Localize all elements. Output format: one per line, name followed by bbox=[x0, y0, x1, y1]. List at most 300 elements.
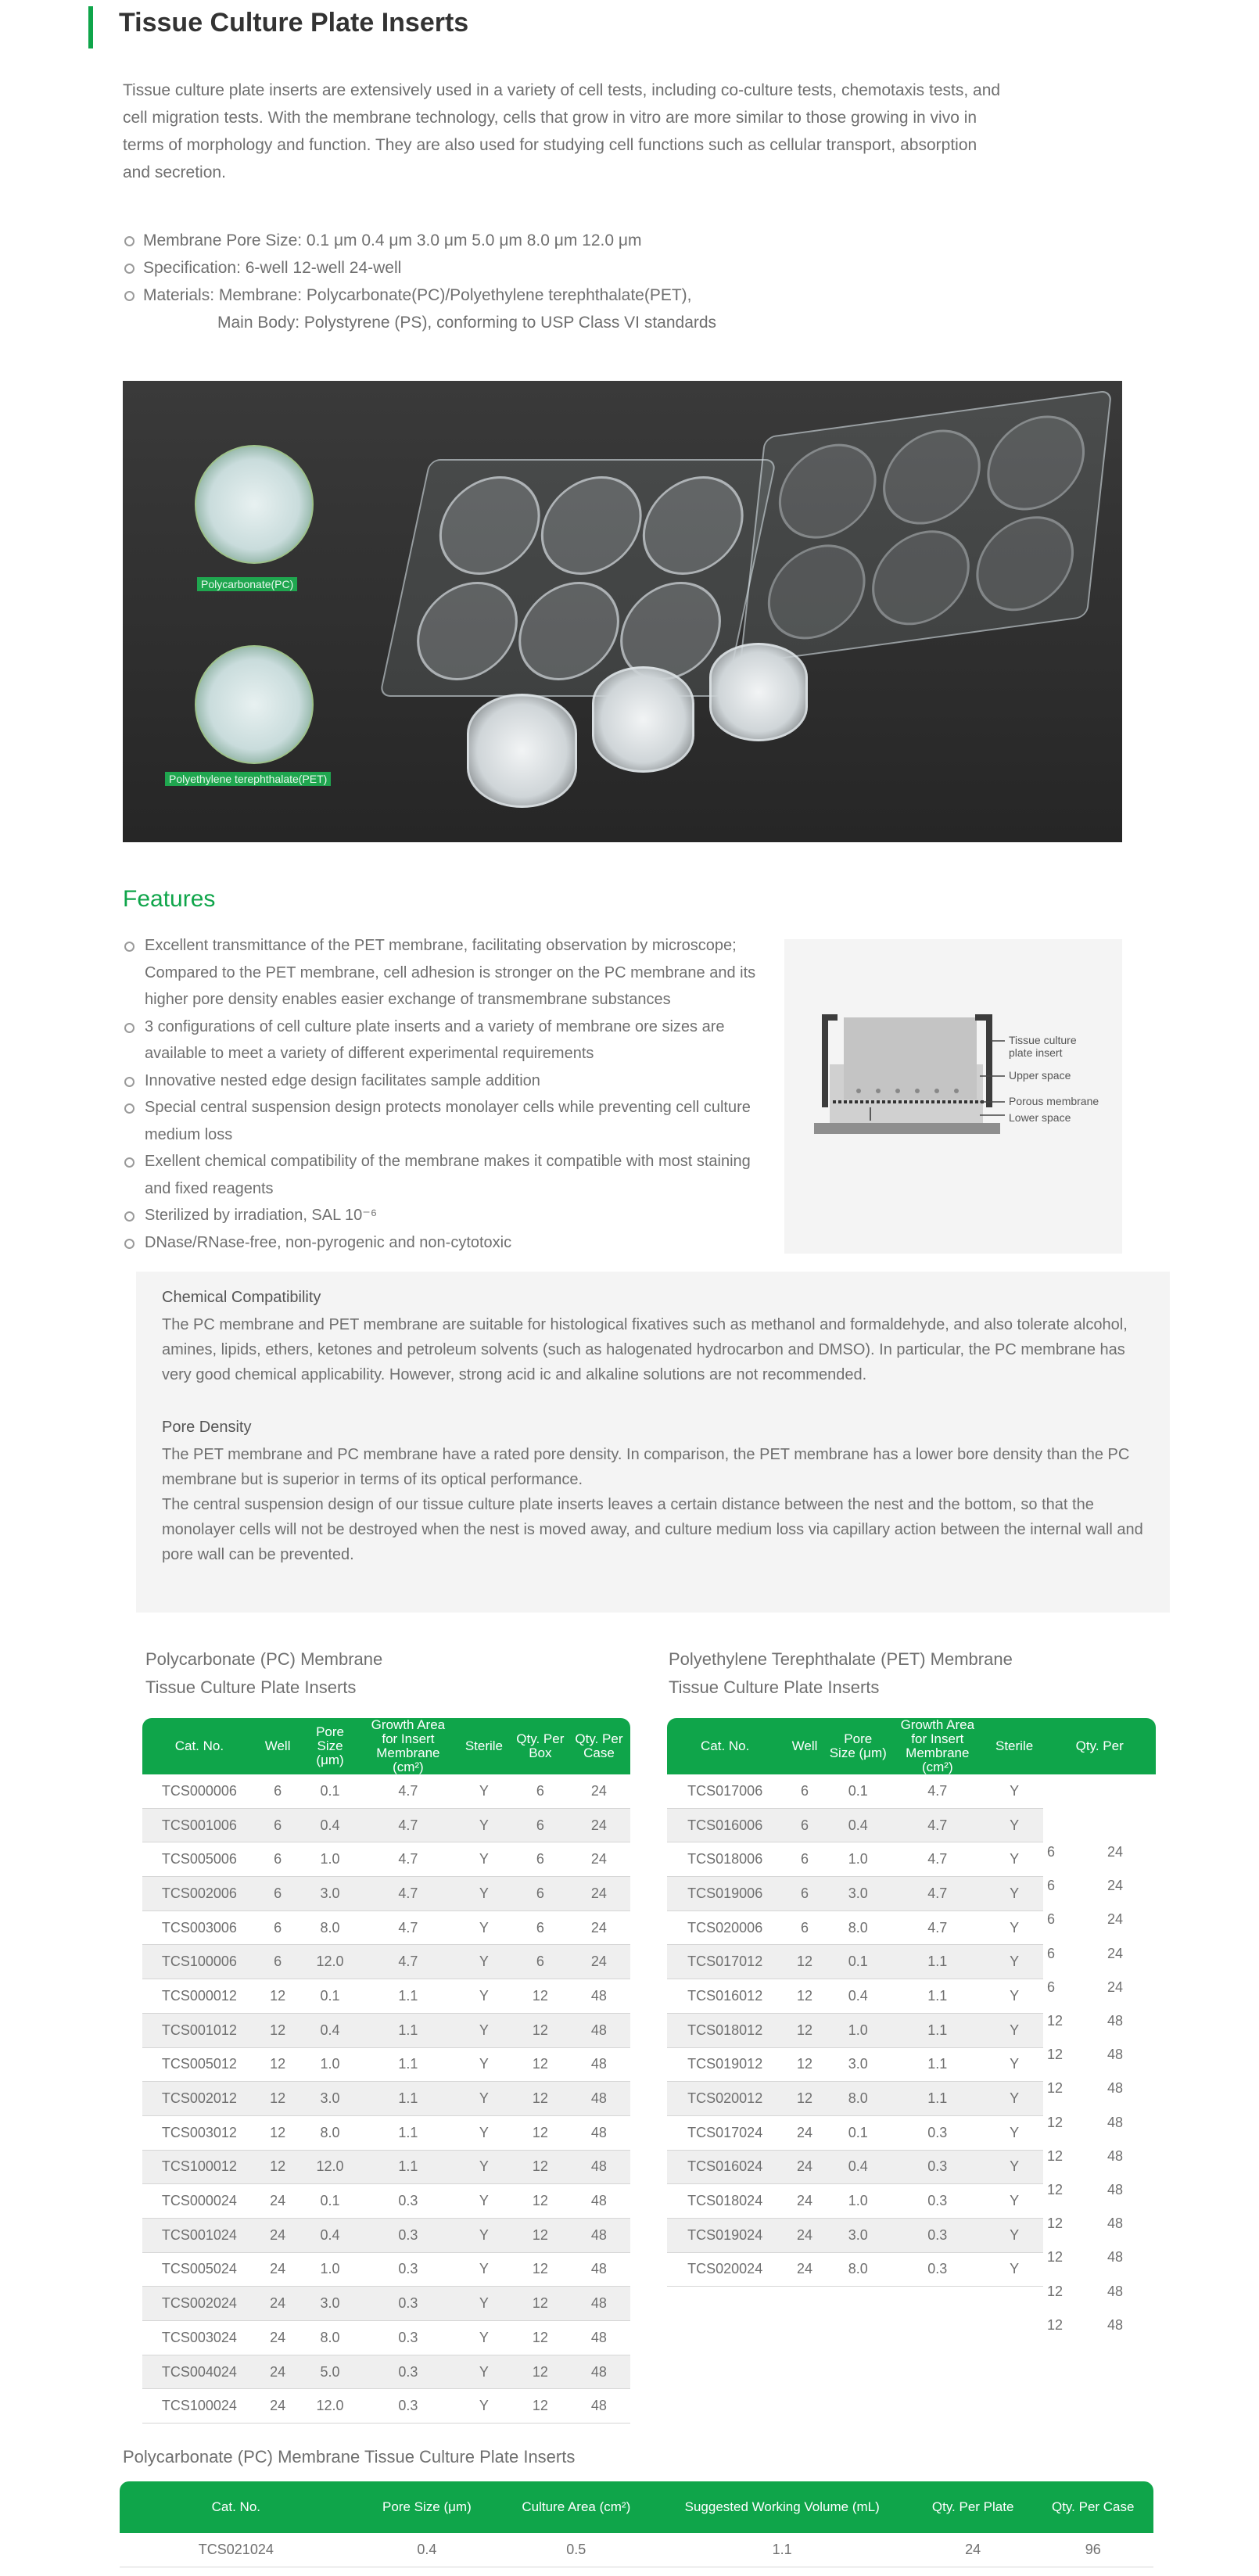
table-cell: 24 bbox=[256, 2355, 300, 2389]
table-cell: 24 bbox=[256, 2252, 300, 2287]
pc-membrane-disc bbox=[195, 445, 314, 564]
table-cell: 6 bbox=[256, 1910, 300, 1945]
table-cell: 48 bbox=[568, 2184, 630, 2219]
table-cell: TCS019024 bbox=[667, 2218, 783, 2252]
table-row bbox=[667, 1877, 1156, 1911]
pet-qty-case-value: 48 bbox=[1107, 2316, 1124, 2333]
table-row bbox=[142, 1877, 630, 1911]
table-cell: 12 bbox=[513, 2355, 568, 2389]
table-cell: 24 bbox=[568, 1945, 630, 1979]
pet-qty-case-value: 48 bbox=[1107, 2047, 1124, 2063]
insert-diagram-svg bbox=[784, 939, 1122, 1254]
pore-density-text-1: The PET membrane and PC membrane have a rated pore density. In comparison, the PET membrane has a lower bore density than the PC membrane but is superior in terms of its optical performance. bbox=[162, 1446, 1130, 1488]
table-cell: 1.1 bbox=[361, 1979, 455, 2014]
table-cell: 1.0 bbox=[827, 1842, 890, 1877]
pc-table-title-line-1: Polycarbonate (PC) Membrane bbox=[145, 1649, 383, 1669]
table-row bbox=[142, 1945, 630, 1979]
table-cell: Y bbox=[985, 2082, 1044, 2116]
insert-diagram bbox=[784, 939, 1122, 1254]
diagram-label-insert-1: Tissue culture bbox=[1009, 1034, 1077, 1046]
pet-qty-case-value: 48 bbox=[1107, 2080, 1124, 2097]
table-cell: 4.7 bbox=[361, 1877, 455, 1911]
pc-table-title bbox=[145, 1645, 382, 1702]
feature-item: Sterilized by irradiation, SAL 10⁻⁶ bbox=[123, 1202, 772, 1229]
table-cell: Y bbox=[455, 2287, 513, 2321]
table-cell: TCS003012 bbox=[142, 2115, 256, 2150]
table-cell: Y bbox=[985, 1910, 1044, 1945]
table-cell: Y bbox=[455, 2355, 513, 2389]
table-cell: Y bbox=[985, 2252, 1044, 2287]
pet-qty-box-value: 12 bbox=[1047, 2114, 1064, 2130]
column-header: Qty. Per bbox=[1043, 1718, 1156, 1774]
table-cell: TCS020012 bbox=[667, 2082, 783, 2116]
table-cell: 8.0 bbox=[827, 2252, 890, 2287]
pet-qty-case-value: 24 bbox=[1107, 1844, 1124, 1860]
table-cell: Y bbox=[455, 1910, 513, 1945]
table-cell: TCS019006 bbox=[667, 1877, 783, 1911]
pc-label: Polycarbonate(PC) bbox=[197, 577, 297, 591]
pet-qty-box-value: 12 bbox=[1047, 2249, 1064, 2266]
table-cell: 0.4 bbox=[827, 1808, 890, 1842]
pet-qty-case-value: 48 bbox=[1107, 2283, 1124, 2299]
pet-qty-case-value: 48 bbox=[1107, 2147, 1124, 2164]
chem-compat-title: Chemical Compatibility bbox=[162, 1289, 321, 1306]
table-cell: 12 bbox=[513, 2287, 568, 2321]
table-cell: TCS018024 bbox=[667, 2184, 783, 2219]
table-cell: 1.1 bbox=[890, 1945, 985, 1979]
table-cell: 6 bbox=[256, 1877, 300, 1911]
table-cell: 6 bbox=[783, 1808, 826, 1842]
table-cell: 24 bbox=[568, 1774, 630, 1808]
table-cell: TCS021024 bbox=[120, 2533, 353, 2567]
table-cell: 24 bbox=[568, 1808, 630, 1842]
table-cell: TCS016012 bbox=[667, 1979, 783, 2014]
product-photo bbox=[123, 381, 1122, 842]
table-cell: 0.3 bbox=[361, 2184, 455, 2219]
pet-qty-box-value: 6 bbox=[1047, 1844, 1056, 1860]
table-cell: 12 bbox=[513, 1979, 568, 2014]
table-cell: 0.1 bbox=[299, 2184, 360, 2219]
table-cell: 24 bbox=[783, 2115, 826, 2150]
feature-item: 3 configurations of cell culture plate inserts and a variety of membrane ore sizes are available to meet a variety of different experimental requirements bbox=[123, 1014, 772, 1067]
table-row bbox=[142, 2252, 630, 2287]
table-row bbox=[667, 2150, 1156, 2184]
pet-qty-box-value: 12 bbox=[1047, 2147, 1064, 2164]
column-header: Qty. Per Case bbox=[568, 1718, 630, 1774]
table-cell: Y bbox=[985, 2184, 1044, 2219]
table-cell: TCS018006 bbox=[667, 1842, 783, 1877]
table-cell: 1.0 bbox=[827, 2013, 890, 2047]
table-cell: TCS005012 bbox=[142, 2047, 256, 2082]
feature-item: Innovative nested edge design facilitates sample addition bbox=[123, 1067, 772, 1095]
table-cell: 12 bbox=[513, 2252, 568, 2287]
table-cell: 4.7 bbox=[361, 1774, 455, 1808]
table-header-row bbox=[142, 1718, 630, 1774]
table-cell: 4.7 bbox=[361, 1842, 455, 1877]
pet-qty-box-value: 12 bbox=[1047, 2215, 1064, 2232]
spec-list bbox=[123, 227, 716, 336]
table-cell: Y bbox=[985, 2047, 1044, 2082]
feature-item: Special central suspension design protects monolayer cells while preventing cell culture medium loss bbox=[123, 1094, 772, 1148]
table-cell: 0.3 bbox=[361, 2321, 455, 2355]
diagram-label-upper: Upper space bbox=[1009, 1069, 1071, 1082]
table-cell: 24 bbox=[783, 2252, 826, 2287]
table-row bbox=[667, 2184, 1156, 2219]
table-cell: 12 bbox=[513, 2115, 568, 2150]
table-cell: Y bbox=[985, 1979, 1044, 2014]
feature-item: DNase/RNase-free, non-pyrogenic and non-cytotoxic bbox=[123, 1229, 772, 1257]
table-cell: 0.4 bbox=[353, 2533, 501, 2567]
column-header: Well bbox=[783, 1718, 826, 1774]
table-cell: 3.0 bbox=[827, 2047, 890, 2082]
insert-2 bbox=[592, 666, 694, 773]
bottom-table-title: Polycarbonate (PC) Membrane Tissue Culture Plate Inserts bbox=[123, 2447, 576, 2467]
pc-24-well-table bbox=[120, 2481, 1153, 2567]
column-header: Sterile bbox=[985, 1718, 1044, 1774]
table-cell: 0.3 bbox=[890, 2184, 985, 2219]
pet-qty-box-value: 12 bbox=[1047, 2316, 1064, 2333]
table-cell: 0.3 bbox=[890, 2150, 985, 2184]
column-header: Pore Size (μm) bbox=[353, 2481, 501, 2533]
table-cell: 8.0 bbox=[299, 1910, 360, 1945]
table-row bbox=[142, 1842, 630, 1877]
table-cell: 1.0 bbox=[299, 1842, 360, 1877]
table-cell: Y bbox=[455, 1877, 513, 1911]
table-cell: Y bbox=[985, 2218, 1044, 2252]
table-cell: 12 bbox=[256, 2082, 300, 2116]
table-cell: 4.7 bbox=[890, 1774, 985, 1808]
table-cell: TCS005024 bbox=[142, 2252, 256, 2287]
table-cell: 3.0 bbox=[299, 1877, 360, 1911]
table-row bbox=[667, 2082, 1156, 2116]
table-cell: 0.4 bbox=[299, 2013, 360, 2047]
table-cell: 12 bbox=[513, 2389, 568, 2424]
table-row bbox=[120, 2533, 1153, 2567]
table-cell: Y bbox=[985, 2013, 1044, 2047]
table-cell: 0.3 bbox=[890, 2218, 985, 2252]
pet-label: Polyethylene terephthalate(PET) bbox=[165, 772, 331, 786]
table-cell: 3.0 bbox=[299, 2082, 360, 2116]
table-cell: Y bbox=[985, 2115, 1044, 2150]
table-cell: 48 bbox=[568, 2252, 630, 2287]
spec-materials: Materials: Membrane: Polycarbonate(PC)/Polyethylene terephthalate(PET), bbox=[123, 282, 716, 309]
table-cell: TCS004024 bbox=[142, 2355, 256, 2389]
pet-qty-box-value: 12 bbox=[1047, 2080, 1064, 2097]
table-cell: 48 bbox=[568, 2355, 630, 2389]
table-cell: TCS017012 bbox=[667, 1945, 783, 1979]
table-cell: Y bbox=[455, 2321, 513, 2355]
table-cell: 48 bbox=[568, 2287, 630, 2321]
table-cell: TCS003024 bbox=[142, 2321, 256, 2355]
pet-qty-case-value: 24 bbox=[1107, 1979, 1124, 1995]
table-row bbox=[142, 2047, 630, 2082]
table-cell: 24 bbox=[568, 1842, 630, 1877]
table-row bbox=[142, 1910, 630, 1945]
diagram-label-membrane: Porous membrane bbox=[1009, 1095, 1099, 1107]
table-cell: 48 bbox=[568, 2115, 630, 2150]
pet-qty-case-value: 48 bbox=[1107, 2249, 1124, 2266]
table-cell: 6 bbox=[513, 1842, 568, 1877]
table-cell: 12 bbox=[783, 2013, 826, 2047]
table-cell: TCS016006 bbox=[667, 1808, 783, 1842]
table-cell: 24 bbox=[568, 1910, 630, 1945]
table-row bbox=[142, 2321, 630, 2355]
pet-qty-case-value: 24 bbox=[1107, 1911, 1124, 1928]
table-cell: 0.3 bbox=[361, 2218, 455, 2252]
feature-item: Excellent transmittance of the PET membrane, facilitating observation by microscope; Compared to the PET membrane, cell adhesion is stronger on the PC membrane and its higher pore density enables easier exchange of transmembrane substances bbox=[123, 932, 772, 1014]
table-cell: 48 bbox=[568, 2321, 630, 2355]
table-row bbox=[142, 2013, 630, 2047]
spec-pore-size: Membrane Pore Size: 0.1 μm 0.4 μm 3.0 μm 5.0 μm 8.0 μm 12.0 μm bbox=[123, 227, 716, 254]
table-cell: 6 bbox=[256, 1945, 300, 1979]
table-cell: 0.5 bbox=[501, 2533, 651, 2567]
table-row bbox=[142, 2218, 630, 2252]
table-cell: 4.7 bbox=[361, 1910, 455, 1945]
table-cell: 12 bbox=[783, 2047, 826, 2082]
column-header: Cat. No. bbox=[120, 2481, 353, 2533]
table-cell: TCS020024 bbox=[667, 2252, 783, 2287]
table-cell: 6 bbox=[256, 1842, 300, 1877]
table-row bbox=[667, 1910, 1156, 1945]
table-cell: 24 bbox=[568, 1877, 630, 1911]
pet-qty-case-value: 48 bbox=[1107, 2114, 1124, 2130]
table-row bbox=[667, 1774, 1156, 1808]
table-cell: 48 bbox=[568, 2150, 630, 2184]
pc-table-title-line-2: Tissue Culture Plate Inserts bbox=[145, 1677, 357, 1697]
table-cell: Y bbox=[455, 2082, 513, 2116]
table-cell: 1.1 bbox=[890, 2047, 985, 2082]
column-header: Culture Area (cm²) bbox=[501, 2481, 651, 2533]
table-cell: 6 bbox=[256, 1774, 300, 1808]
table-cell: 0.3 bbox=[890, 2252, 985, 2287]
column-header: Well bbox=[256, 1718, 300, 1774]
table-cell: TCS019012 bbox=[667, 2047, 783, 2082]
table-cell: 24 bbox=[256, 2218, 300, 2252]
table-cell: 1.1 bbox=[361, 2013, 455, 2047]
table-cell: 6 bbox=[783, 1877, 826, 1911]
table-row bbox=[142, 2389, 630, 2424]
table-cell: TCS001024 bbox=[142, 2218, 256, 2252]
table-cell: TCS005006 bbox=[142, 1842, 256, 1877]
pet-qty-case-value: 24 bbox=[1107, 1945, 1124, 1961]
table-row bbox=[667, 2252, 1156, 2287]
table-cell: 24 bbox=[783, 2150, 826, 2184]
table-cell: 8.0 bbox=[827, 2082, 890, 2116]
table-cell: 12 bbox=[513, 2082, 568, 2116]
table-cell: 4.7 bbox=[890, 1877, 985, 1911]
table-cell: TCS018012 bbox=[667, 2013, 783, 2047]
table-cell: Y bbox=[455, 1979, 513, 2014]
plate-lid bbox=[740, 389, 1113, 665]
column-header: Sterile bbox=[455, 1718, 513, 1774]
table-cell: 1.0 bbox=[827, 2184, 890, 2219]
column-header: Growth Area for Insert Membrane (cm²) bbox=[890, 1718, 985, 1774]
pet-table-title-line-2: Tissue Culture Plate Inserts bbox=[669, 1677, 880, 1697]
pet-membrane-disc bbox=[195, 645, 314, 764]
table-cell: 12 bbox=[513, 2184, 568, 2219]
pet-table-title-line-1: Polyethylene Terephthalate (PET) Membrane bbox=[669, 1649, 1013, 1669]
table-cell: 4.7 bbox=[361, 1808, 455, 1842]
table-cell: 12 bbox=[783, 1979, 826, 2014]
pet-membrane-table bbox=[667, 1718, 1156, 2287]
table-cell: Y bbox=[455, 2047, 513, 2082]
table-cell: 1.1 bbox=[361, 2047, 455, 2082]
table-cell: 5.0 bbox=[299, 2355, 360, 2389]
table-cell: 24 bbox=[256, 2389, 300, 2424]
table-cell: 8.0 bbox=[827, 1910, 890, 1945]
table-cell: 0.3 bbox=[361, 2355, 455, 2389]
intro-paragraph: Tissue culture plate inserts are extensively used in a variety of cell tests, including co-culture tests, chemotaxis tests, and cell migration tests. With the membrane technology, cells that grow in vitro are more similar to those growing in vivo in terms of morphology and function. They are also used for studying cell functions such as cellular transport, absorption and secretion. bbox=[123, 81, 1001, 181]
column-header: Cat. No. bbox=[142, 1718, 256, 1774]
insert-3 bbox=[709, 643, 808, 741]
table-cell: 1.1 bbox=[890, 1979, 985, 2014]
table-cell: 0.1 bbox=[827, 2115, 890, 2150]
table-cell: 4.7 bbox=[890, 1910, 985, 1945]
table-cell: 1.0 bbox=[299, 2252, 360, 2287]
table-cell: 6 bbox=[256, 1808, 300, 1842]
pc-membrane-table bbox=[142, 1718, 630, 2424]
table-cell: 12 bbox=[256, 2115, 300, 2150]
table-cell: 48 bbox=[568, 2047, 630, 2082]
column-header: Suggested Working Volume (mL) bbox=[651, 2481, 913, 2533]
table-header-row bbox=[120, 2481, 1153, 2533]
table-cell: Y bbox=[985, 1842, 1044, 1877]
table-cell: Y bbox=[985, 2150, 1044, 2184]
table-cell: 0.4 bbox=[299, 2218, 360, 2252]
table-cell: 0.1 bbox=[827, 1774, 890, 1808]
table-cell: Y bbox=[455, 1808, 513, 1842]
table-cell: 12 bbox=[513, 2321, 568, 2355]
table-cell: 24 bbox=[256, 2184, 300, 2219]
table-cell: Y bbox=[455, 1774, 513, 1808]
diagram-label-lower: Lower space bbox=[1009, 1111, 1071, 1124]
table-cell: 24 bbox=[256, 2287, 300, 2321]
table-cell: 1.1 bbox=[361, 2115, 455, 2150]
pet-qty-box-value: 6 bbox=[1047, 1878, 1056, 1894]
table-cell: 1.1 bbox=[361, 2150, 455, 2184]
pet-qty-box-value: 6 bbox=[1047, 1945, 1056, 1961]
table-cell: 8.0 bbox=[299, 2115, 360, 2150]
table-cell: 12 bbox=[256, 2150, 300, 2184]
table-cell: 0.1 bbox=[827, 1945, 890, 1979]
table-cell: 12 bbox=[256, 2047, 300, 2082]
pet-qty-box-value: 12 bbox=[1047, 2182, 1064, 2197]
table-row bbox=[142, 1979, 630, 2014]
table-cell: 1.1 bbox=[890, 2082, 985, 2116]
table-row bbox=[667, 1945, 1156, 1979]
table-cell: TCS001012 bbox=[142, 2013, 256, 2047]
table-cell: 24 bbox=[783, 2218, 826, 2252]
table-cell: Y bbox=[455, 1842, 513, 1877]
table-cell: TCS016024 bbox=[667, 2150, 783, 2184]
table-cell: 0.4 bbox=[827, 2150, 890, 2184]
table-cell: 3.0 bbox=[827, 2218, 890, 2252]
table-cell: TCS002012 bbox=[142, 2082, 256, 2116]
table-row bbox=[142, 2355, 630, 2389]
table-cell: 12.0 bbox=[299, 2150, 360, 2184]
table-cell: 24 bbox=[783, 2184, 826, 2219]
page-title: Tissue Culture Plate Inserts bbox=[119, 8, 469, 38]
table-cell: 12 bbox=[256, 1979, 300, 2014]
pet-qty-case-value: 48 bbox=[1107, 2013, 1124, 2029]
table-cell: 0.4 bbox=[827, 1979, 890, 2014]
table-cell: 4.7 bbox=[890, 1808, 985, 1842]
chem-compat-text: The PC membrane and PET membrane are suitable for histological fixatives such as methanol and formaldehyde, and also tolerate alcohol, amines, lipids, ethers, ketones and petroleum solvents (such as halogenated hydrocarbon and DMSO). In particular, the PC membrane has very good chemical applicability. However, strong acid ic and alkaline solutions are not recommended. bbox=[162, 1316, 1128, 1383]
feature-item: Exellent chemical compatibility of the membrane makes it compatible with most staining and fixed reagents bbox=[123, 1148, 772, 1202]
table-cell: TCS002006 bbox=[142, 1877, 256, 1911]
table-cell: Y bbox=[985, 1808, 1044, 1842]
table-cell: 0.1 bbox=[299, 1774, 360, 1808]
table-cell: Y bbox=[455, 1945, 513, 1979]
pet-qty-case-value: 48 bbox=[1107, 2215, 1124, 2232]
table-cell: Y bbox=[985, 1774, 1044, 1808]
compatibility-panel bbox=[136, 1272, 1170, 1613]
table-cell: Y bbox=[455, 2013, 513, 2047]
table-cell: Y bbox=[985, 1877, 1044, 1911]
table-cell: TCS000012 bbox=[142, 1979, 256, 2014]
pet-qty-box-value: 6 bbox=[1047, 1911, 1056, 1928]
pet-qty-case-value: 48 bbox=[1107, 2182, 1124, 2197]
table-cell: 8.0 bbox=[299, 2321, 360, 2355]
table-row bbox=[667, 2013, 1156, 2047]
table-row bbox=[142, 2150, 630, 2184]
table-cell: 48 bbox=[568, 1979, 630, 2014]
table-cell: 48 bbox=[568, 2082, 630, 2116]
spec-main-body: Main Body: Polystyrene (PS), conforming to USP Class VI standards bbox=[217, 314, 717, 332]
column-header: Pore Size (μm) bbox=[827, 1718, 890, 1774]
pet-qty-box-value: 6 bbox=[1047, 1979, 1056, 1995]
table-cell: TCS017024 bbox=[667, 2115, 783, 2150]
table-cell: 0.4 bbox=[299, 1808, 360, 1842]
pet-qty-box-value: 12 bbox=[1047, 2047, 1064, 2063]
pet-qty-case-value: 24 bbox=[1107, 1878, 1124, 1894]
table-cell: 12 bbox=[256, 2013, 300, 2047]
table-cell: 48 bbox=[568, 2013, 630, 2047]
table-cell: 6 bbox=[783, 1842, 826, 1877]
table-cell: TCS017006 bbox=[667, 1774, 783, 1808]
table-cell: 4.7 bbox=[361, 1945, 455, 1979]
table-cell: 6 bbox=[513, 1774, 568, 1808]
table-cell: 6 bbox=[783, 1774, 826, 1808]
column-header: Growth Area for Insert Membrane (cm²) bbox=[361, 1718, 455, 1774]
table-cell: 1.1 bbox=[890, 2013, 985, 2047]
table-cell: 1.0 bbox=[299, 2047, 360, 2082]
table-row bbox=[142, 2082, 630, 2116]
table-cell: Y bbox=[455, 2184, 513, 2219]
table-cell: 24 bbox=[913, 2533, 1033, 2567]
table-cell: Y bbox=[455, 2389, 513, 2424]
title-accent-bar bbox=[88, 6, 93, 48]
pet-table-title bbox=[669, 1645, 1013, 1702]
pore-density-title: Pore Density bbox=[162, 1419, 252, 1436]
table-cell: TCS002024 bbox=[142, 2287, 256, 2321]
column-header: Qty. Per Box bbox=[513, 1718, 568, 1774]
pet-qty-box-value: 12 bbox=[1047, 2283, 1064, 2299]
diagram-label-insert-2: plate insert bbox=[1009, 1046, 1063, 1059]
table-cell: 0.1 bbox=[299, 1979, 360, 2014]
column-header: Pore Size (μm) bbox=[299, 1718, 360, 1774]
table-cell: 12 bbox=[513, 2150, 568, 2184]
table-row bbox=[142, 2287, 630, 2321]
table-cell: 12.0 bbox=[299, 1945, 360, 1979]
table-cell: TCS000024 bbox=[142, 2184, 256, 2219]
table-cell: Y bbox=[455, 2150, 513, 2184]
table-row bbox=[667, 2115, 1156, 2150]
table-cell: 1.1 bbox=[651, 2533, 913, 2567]
table-cell: 24 bbox=[256, 2321, 300, 2355]
table-cell: 3.0 bbox=[299, 2287, 360, 2321]
pore-density-text-2: The central suspension design of our tissue culture plate inserts leaves a certain distance between the nest and the bottom, so that the monolayer cells will not be destroyed when the nest is moved away, and culture medium loss via capillary action between the internal wall and pore wall can be prevented. bbox=[162, 1496, 1143, 1563]
